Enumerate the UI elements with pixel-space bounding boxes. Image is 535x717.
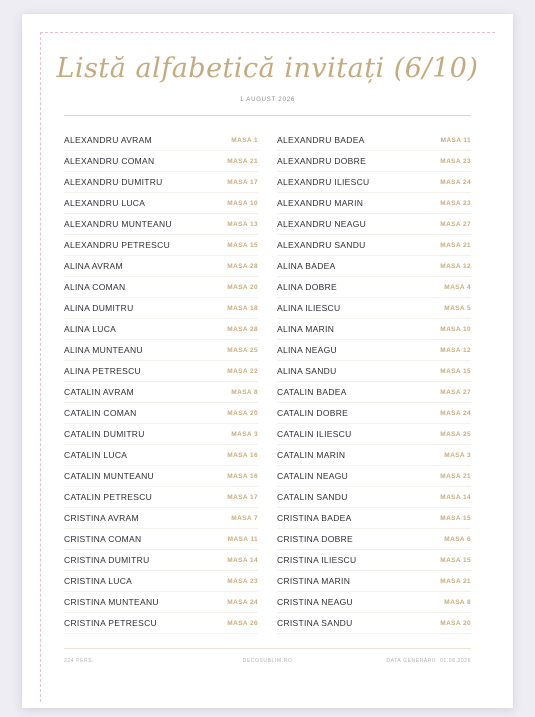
- guest-name: ALEXANDRU LUCA: [64, 198, 146, 208]
- guest-row: [64, 592, 258, 613]
- guest-row: [64, 256, 258, 277]
- page-title: Listă alfabetică invitați (6/10): [56, 53, 479, 84]
- guest-name: CRISTINA MUNTEANU: [64, 597, 159, 607]
- table-number: MASA 27: [440, 388, 471, 396]
- guest-name: ALEXANDRU MUNTEANU: [64, 219, 172, 229]
- guest-name: CRISTINA MARIN: [277, 576, 351, 586]
- guest-row: [64, 487, 258, 508]
- table-number: MASA 28: [227, 262, 258, 270]
- guest-name: ALEXANDRU DUMITRU: [64, 177, 163, 187]
- guest-row: [64, 424, 258, 445]
- table-number: MASA 21: [440, 472, 471, 480]
- guest-column-left: [64, 130, 258, 634]
- guest-name: ALEXANDRU DOBRE: [277, 156, 367, 166]
- guest-row: [277, 382, 471, 403]
- table-number: MASA 27: [440, 220, 471, 228]
- guest-row: [277, 445, 471, 466]
- guest-name: CATALIN ILIESCU: [277, 429, 352, 439]
- guest-row: [64, 172, 258, 193]
- guest-name: CATALIN AVRAM: [64, 387, 135, 397]
- guest-name: CATALIN SANDU: [277, 492, 348, 502]
- guest-row: [64, 361, 258, 382]
- guest-name: ALEXANDRU AVRAM: [64, 135, 152, 145]
- table-number: MASA 17: [227, 493, 258, 501]
- site-credit: DECOSUBLIM.RO: [242, 658, 293, 664]
- guest-row: [277, 319, 471, 340]
- table-number: MASA 23: [440, 199, 471, 207]
- table-number: MASA 3: [231, 430, 258, 438]
- guest-list-page: [22, 14, 513, 708]
- table-number: MASA 22: [227, 367, 258, 375]
- guest-row: [64, 550, 258, 571]
- table-number: MASA 20: [227, 283, 258, 291]
- guest-name: ALINA ILIESCU: [277, 303, 341, 313]
- guest-name: ALINA LUCA: [64, 324, 117, 334]
- guest-row: [64, 214, 258, 235]
- table-number: MASA 15: [440, 514, 471, 522]
- guest-row: [277, 466, 471, 487]
- table-number: MASA 11: [227, 535, 258, 543]
- guest-row: [277, 340, 471, 361]
- table-number: MASA 23: [227, 577, 258, 585]
- guest-row: [277, 613, 471, 634]
- guest-row: [277, 193, 471, 214]
- guest-name: ALINA NEAGU: [277, 345, 337, 355]
- guest-name: ALEXANDRU NEAGU: [277, 219, 367, 229]
- table-number: MASA 5: [444, 304, 471, 312]
- guest-row: [64, 382, 258, 403]
- guest-name: ALEXANDRU SANDU: [277, 240, 366, 250]
- guest-row: [277, 130, 471, 151]
- guest-row: [277, 592, 471, 613]
- guest-name: CATALIN MUNTEANU: [64, 471, 154, 481]
- guest-row: [64, 445, 258, 466]
- table-number: MASA 13: [227, 220, 258, 228]
- table-number: MASA 23: [440, 157, 471, 165]
- table-number: MASA 1: [231, 136, 258, 144]
- guest-row: [64, 529, 258, 550]
- guest-row: [64, 571, 258, 592]
- guest-row: [277, 487, 471, 508]
- table-number: MASA 15: [440, 556, 471, 564]
- guest-row: [277, 235, 471, 256]
- table-number: MASA 16: [227, 451, 258, 459]
- generated-date: DATA GENERĂRII: 01.08.2026: [386, 658, 471, 664]
- guest-name: ALINA AVRAM: [64, 261, 123, 271]
- guest-name: CRISTINA DOBRE: [277, 534, 353, 544]
- guest-name: ALEXANDRU BADEA: [277, 135, 365, 145]
- guest-name: CRISTINA COMAN: [64, 534, 142, 544]
- guest-row: [277, 550, 471, 571]
- guest-name: CATALIN BADEA: [277, 387, 347, 397]
- guest-name: CATALIN NEAGU: [277, 471, 349, 481]
- guest-name: CRISTINA AVRAM: [64, 513, 139, 523]
- table-number: MASA 17: [227, 178, 258, 186]
- guest-name: ALINA BADEA: [277, 261, 336, 271]
- guest-row: [277, 508, 471, 529]
- table-number: MASA 20: [440, 619, 471, 627]
- table-number: MASA 20: [227, 409, 258, 417]
- table-number: MASA 25: [440, 430, 471, 438]
- guest-row: [64, 151, 258, 172]
- table-number: MASA 24: [227, 598, 258, 606]
- guest-row: [277, 529, 471, 550]
- guest-name: CATALIN DUMITRU: [64, 429, 145, 439]
- guest-row: [64, 277, 258, 298]
- guest-name: ALINA COMAN: [64, 282, 126, 292]
- guest-row: [64, 235, 258, 256]
- footer-divider: [64, 648, 471, 649]
- guest-row: [277, 151, 471, 172]
- guest-name: ALEXANDRU ILIESCU: [277, 177, 370, 187]
- table-number: MASA 15: [227, 241, 258, 249]
- guest-row: [277, 214, 471, 235]
- table-number: MASA 11: [440, 136, 471, 144]
- guest-row: [277, 172, 471, 193]
- guest-name: CRISTINA PETRESCU: [64, 618, 157, 628]
- guest-row: [64, 340, 258, 361]
- guest-row: [64, 193, 258, 214]
- guest-name: ALEXANDRU PETRESCU: [64, 240, 171, 250]
- table-number: MASA 3: [444, 451, 471, 459]
- table-number: MASA 14: [227, 556, 258, 564]
- table-number: MASA 21: [440, 241, 471, 249]
- guest-row: [64, 298, 258, 319]
- guest-name: CRISTINA LUCA: [64, 576, 133, 586]
- table-number: MASA 24: [440, 409, 471, 417]
- header-divider: [64, 115, 471, 116]
- table-number: MASA 8: [444, 598, 471, 606]
- table-number: MASA 14: [440, 493, 471, 501]
- table-number: MASA 16: [227, 472, 258, 480]
- table-number: MASA 8: [231, 388, 258, 396]
- table-number: MASA 10: [440, 325, 471, 333]
- guest-row: [64, 403, 258, 424]
- guest-row: [277, 277, 471, 298]
- table-number: MASA 7: [231, 514, 258, 522]
- table-number: MASA 26: [227, 619, 258, 627]
- guest-row: [64, 466, 258, 487]
- guest-row: [277, 298, 471, 319]
- guest-name: CATALIN LUCA: [64, 450, 128, 460]
- guest-name: ALINA PETRESCU: [64, 366, 141, 376]
- guest-name: CRISTINA ILIESCU: [277, 555, 357, 565]
- guest-name: CRISTINA NEAGU: [277, 597, 353, 607]
- guest-row: [277, 361, 471, 382]
- guest-name: ALINA SANDU: [277, 366, 337, 376]
- guest-name: ALEXANDRU COMAN: [64, 156, 155, 166]
- table-number: MASA 25: [227, 346, 258, 354]
- guest-count: 224 PERS.: [64, 658, 95, 664]
- guest-name: ALINA DOBRE: [277, 282, 337, 292]
- guest-name: ALEXANDRU MARIN: [277, 198, 364, 208]
- guest-row: [64, 130, 258, 151]
- guest-row: [277, 403, 471, 424]
- table-number: MASA 4: [444, 283, 471, 291]
- guest-row: [277, 571, 471, 592]
- guest-name: CATALIN DOBRE: [277, 408, 349, 418]
- table-number: MASA 10: [227, 199, 258, 207]
- guest-name: CRISTINA BADEA: [277, 513, 352, 523]
- guest-name: ALINA DUMITRU: [64, 303, 134, 313]
- guest-name: CRISTINA DUMITRU: [64, 555, 150, 565]
- guest-row: [64, 613, 258, 634]
- table-number: MASA 24: [440, 178, 471, 186]
- table-number: MASA 28: [227, 325, 258, 333]
- guest-name: ALINA MARIN: [277, 324, 335, 334]
- guest-name: CATALIN MARIN: [277, 450, 346, 460]
- guest-row: [64, 508, 258, 529]
- guest-row: [277, 424, 471, 445]
- guest-column-right: [277, 130, 471, 634]
- event-date: 1 AUGUST 2026: [240, 97, 295, 103]
- guest-row: [277, 256, 471, 277]
- guest-name: CATALIN COMAN: [64, 408, 137, 418]
- table-number: MASA 18: [227, 304, 258, 312]
- guest-name: ALINA MUNTEANU: [64, 345, 143, 355]
- table-number: MASA 12: [440, 262, 471, 270]
- guest-row: [64, 319, 258, 340]
- table-number: MASA 15: [440, 367, 471, 375]
- table-number: MASA 21: [227, 157, 258, 165]
- table-number: MASA 21: [440, 577, 471, 585]
- table-number: MASA 6: [444, 535, 471, 543]
- guest-name: CRISTINA SANDU: [277, 618, 353, 628]
- table-number: MASA 12: [440, 346, 471, 354]
- guest-name: CATALIN PETRESCU: [64, 492, 153, 502]
